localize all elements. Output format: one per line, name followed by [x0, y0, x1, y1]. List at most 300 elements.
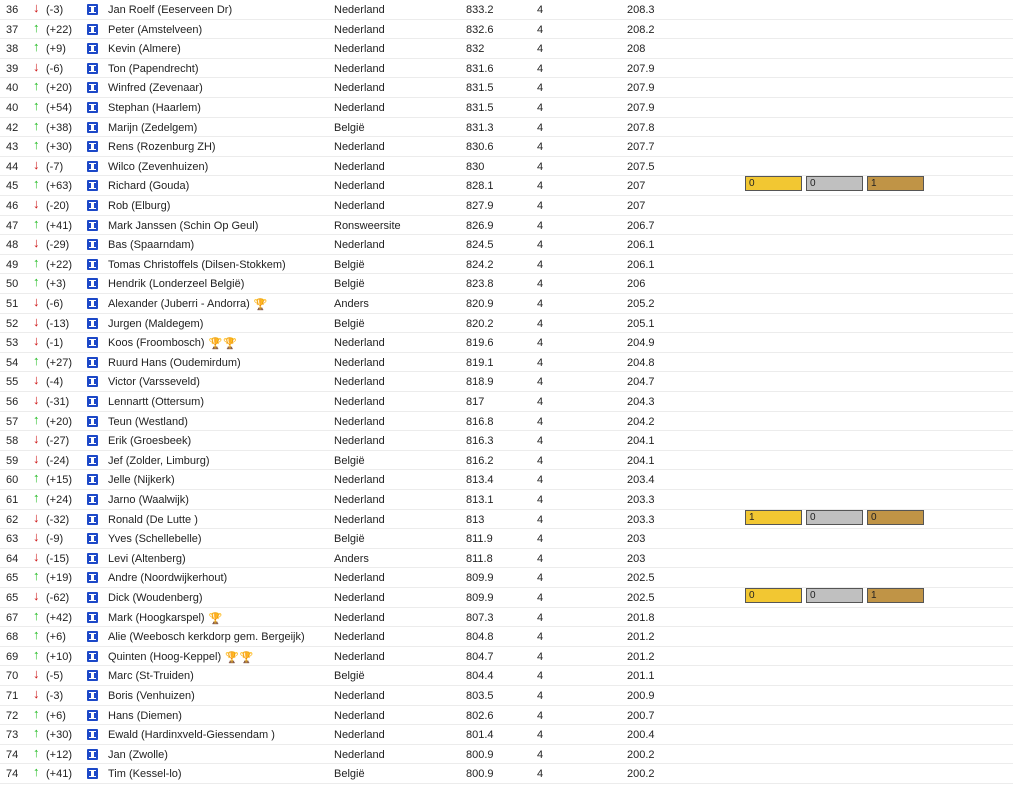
table-row [0, 372, 1013, 392]
rank-change: (-1) [46, 337, 64, 350]
country: Nederland [334, 376, 385, 389]
profile-icon[interactable] [87, 357, 98, 368]
profile-icon-glyph [91, 262, 94, 267]
table-row [0, 412, 1013, 432]
rank-change: (-4) [46, 376, 64, 389]
rounds-played: 4 [537, 219, 544, 232]
average-score: 208 [627, 43, 646, 56]
player-name-cell[interactable] [108, 81, 203, 95]
table-row [0, 137, 1013, 157]
country: België [334, 454, 365, 467]
rank-position: 58 [6, 435, 19, 448]
player-name-cell[interactable] [108, 238, 194, 252]
player-name-cell[interactable] [108, 493, 189, 507]
player-name[interactable]: Alie (Weebosch kerkdorp gem. Bergeijk) [108, 631, 305, 644]
rank-position: 61 [6, 494, 19, 506]
average-score: 206.7 [627, 219, 655, 232]
player-name[interactable]: Jurgen (Maldegem) [108, 317, 204, 330]
total-score: 811.8 [466, 552, 493, 565]
player-name[interactable]: Stephan (Haarlem) [108, 102, 201, 114]
average-score: 204.8 [627, 356, 655, 369]
player-name-cell[interactable] [108, 473, 175, 487]
total-score: 831.5 [466, 82, 494, 95]
average-score: 205.2 [627, 298, 655, 310]
table-row [0, 118, 1013, 138]
rounds-played: 4 [537, 690, 544, 702]
trophy-group [209, 337, 238, 351]
total-score: 816.3 [466, 435, 494, 448]
player-name[interactable]: Peter (Amstelveen) [108, 23, 203, 36]
profile-icon[interactable] [87, 63, 98, 74]
player-name[interactable]: Boris (Venhuizen) [108, 690, 195, 702]
average-score: 204.2 [627, 415, 655, 428]
player-name[interactable]: Wilco (Zevenhuizen) [108, 160, 209, 173]
country: Anders [334, 298, 369, 310]
profile-icon[interactable] [87, 494, 98, 505]
player-name-cell[interactable] [108, 591, 203, 605]
profile-icon[interactable] [87, 24, 98, 35]
profile-icon[interactable] [87, 514, 98, 525]
arrow-down-icon: ↓ [33, 392, 40, 407]
country: België [334, 121, 365, 134]
profile-icon-glyph [91, 595, 94, 600]
rank-change: (-15) [46, 552, 70, 565]
profile-icon-glyph [91, 164, 94, 169]
profile-icon[interactable] [87, 278, 98, 289]
profile-icon[interactable] [87, 455, 98, 466]
total-score: 816.8 [466, 415, 494, 428]
player-name[interactable]: Hans (Diemen) [108, 709, 182, 722]
total-score: 800.9 [466, 768, 494, 781]
rank-position: 53 [6, 337, 19, 350]
rank-change: (-27) [46, 435, 70, 448]
average-score: 201.8 [627, 611, 655, 624]
player-name-cell[interactable] [108, 395, 204, 409]
rank-change: (-6) [46, 62, 64, 75]
arrow-down-icon: ↓ [33, 313, 40, 329]
table-row [0, 510, 1013, 530]
rank-position: 68 [6, 631, 19, 644]
country: Nederland [334, 396, 385, 408]
player-name-cell[interactable] [108, 42, 181, 56]
average-score: 203.3 [627, 513, 655, 526]
rank-position: 38 [6, 43, 19, 56]
country: Nederland [334, 611, 385, 624]
profile-icon[interactable] [87, 670, 98, 681]
country: België [334, 258, 365, 271]
arrow-up-icon: ↑ [33, 176, 40, 192]
country: Ronsweersite [334, 219, 401, 232]
player-name-cell[interactable] [108, 669, 194, 683]
player-name[interactable]: Teun (Westland) [108, 415, 188, 428]
rank-position: 70 [6, 670, 19, 683]
profile-icon[interactable] [87, 729, 98, 740]
player-name-cell[interactable] [108, 219, 258, 233]
profile-icon-glyph [91, 242, 94, 247]
player-name[interactable]: Richard (Gouda) [108, 180, 190, 193]
profile-icon[interactable] [87, 180, 98, 191]
rank-position: 36 [6, 4, 19, 16]
arrow-down-icon: ↓ [33, 235, 40, 251]
total-score: 816.2 [466, 454, 494, 467]
player-name[interactable]: Erik (Groesbeek) [108, 435, 192, 448]
arrow-up-icon: ↑ [33, 215, 40, 231]
player-name[interactable]: Ruurd Hans (Oudemirdum) [108, 356, 241, 369]
player-name-cell[interactable] [108, 3, 232, 17]
rank-change: (-6) [46, 298, 64, 310]
arrow-down-icon: ↓ [33, 0, 40, 15]
medal-silver-count: 0 [806, 510, 863, 525]
table-row [0, 333, 1013, 353]
average-score: 206 [627, 278, 646, 291]
profile-icon[interactable] [87, 200, 98, 211]
profile-icon-glyph [91, 752, 94, 757]
rounds-played: 4 [537, 102, 544, 114]
rank-position: 50 [6, 278, 19, 291]
average-score: 200.2 [627, 748, 655, 761]
total-score: 823.8 [466, 278, 494, 291]
player-name[interactable]: Yves (Schellebelle) [108, 533, 202, 546]
rank-position: 67 [6, 611, 19, 624]
player-name-cell[interactable] [108, 434, 191, 448]
player-name-cell[interactable] [108, 179, 189, 193]
rank-position: 69 [6, 650, 19, 663]
rounds-played: 4 [537, 494, 544, 506]
profile-icon[interactable] [87, 122, 98, 133]
total-score: 820.9 [466, 298, 494, 310]
player-name-cell[interactable] [108, 552, 186, 566]
rank-position: 71 [6, 690, 19, 702]
medal-gold-count: 0 [745, 588, 802, 603]
player-name-cell[interactable] [108, 709, 182, 723]
player-name[interactable]: Jan Roelf (Eeserveen Dr) [108, 4, 233, 16]
profile-icon[interactable] [87, 102, 98, 113]
rank-change: (+41) [46, 768, 72, 781]
rank-change: (+20) [46, 415, 72, 428]
arrow-up-icon: ↑ [33, 764, 40, 780]
profile-icon-glyph [91, 477, 94, 482]
player-name[interactable]: Jan (Zwolle) [108, 748, 168, 761]
player-name[interactable]: Dick (Woudenberg) [108, 592, 203, 604]
profile-icon[interactable] [87, 768, 98, 779]
table-row [0, 176, 1013, 196]
arrow-up-icon: ↑ [33, 627, 40, 643]
profile-icon[interactable] [87, 220, 98, 231]
country: Nederland [334, 709, 385, 722]
rank-change: (-29) [46, 239, 70, 252]
average-score: 204.3 [627, 396, 655, 408]
total-score: 831.6 [466, 62, 494, 75]
profile-icon-glyph [91, 360, 94, 365]
player-name-cell[interactable] [108, 767, 182, 781]
profile-icon-glyph [91, 144, 94, 149]
rank-change: (+19) [46, 572, 72, 585]
profile-icon[interactable] [87, 749, 98, 760]
total-score: 802.6 [466, 709, 494, 722]
player-name[interactable]: Koos (Froombosch) [108, 337, 205, 350]
rank-change: (-13) [46, 317, 70, 330]
total-score: 804.8 [466, 631, 494, 644]
total-score: 830 [466, 160, 485, 173]
profile-icon[interactable] [87, 259, 98, 270]
profile-icon[interactable] [87, 553, 98, 564]
rounds-played: 4 [537, 376, 544, 389]
rank-position: 45 [6, 180, 19, 193]
player-name-cell[interactable] [108, 454, 209, 468]
country: Nederland [334, 572, 385, 585]
player-name[interactable]: Ronald (De Lutte ) [108, 513, 198, 526]
rank-change: (-31) [46, 396, 70, 408]
medal-bronze-count: 0 [867, 510, 924, 525]
player-name[interactable]: Jelle (Nijkerk) [108, 474, 175, 487]
profile-icon[interactable] [87, 533, 98, 544]
rank-change: (+20) [46, 82, 72, 95]
country: Nederland [334, 160, 385, 173]
player-name-cell[interactable] [108, 160, 208, 174]
arrow-down-icon: ↓ [33, 666, 40, 682]
trophy-group [254, 298, 269, 312]
player-name-cell[interactable] [108, 62, 199, 76]
table-row [0, 529, 1013, 549]
player-name[interactable]: Ewald (Hardinxveld-Giessendam ) [108, 729, 275, 742]
country: Nederland [334, 415, 385, 428]
profile-icon[interactable] [87, 318, 98, 329]
player-name[interactable]: Winfred (Zevenaar) [108, 82, 203, 95]
profile-icon[interactable] [87, 572, 98, 583]
rank-position: 65 [6, 592, 19, 604]
player-name[interactable]: Ton (Papendrecht) [108, 62, 199, 75]
profile-icon-glyph [91, 517, 94, 522]
country: Nederland [334, 435, 385, 448]
profile-icon[interactable] [87, 474, 98, 485]
player-name[interactable]: Rob (Elburg) [108, 200, 171, 212]
rounds-played: 4 [537, 650, 544, 663]
total-score: 801.4 [466, 729, 494, 742]
profile-icon-glyph [91, 771, 94, 776]
arrow-up-icon: ↑ [33, 19, 40, 35]
table-row [0, 20, 1013, 40]
table-row [0, 764, 1013, 784]
table-row [0, 157, 1013, 177]
player-name[interactable]: Mark Janssen (Schin Op Geul) [108, 219, 259, 232]
profile-icon[interactable] [87, 396, 98, 407]
rank-change: (-3) [46, 4, 64, 16]
profile-icon-glyph [91, 379, 94, 384]
total-score: 831.3 [466, 121, 494, 134]
player-name[interactable]: Mark (Hoogkarspel) [108, 611, 205, 624]
player-name-cell[interactable] [108, 748, 168, 762]
average-score: 201.2 [627, 631, 655, 644]
rounds-played: 4 [537, 709, 544, 722]
profile-icon[interactable] [87, 4, 98, 15]
player-name-cell[interactable] [108, 317, 203, 331]
table-row [0, 0, 1013, 20]
player-name[interactable]: Tomas Christoffels (Dilsen-Stokkem) [108, 258, 286, 271]
average-score: 203 [627, 552, 646, 565]
player-name[interactable]: Jarno (Waalwijk) [108, 494, 189, 506]
medal-gold-count: 1 [745, 510, 802, 525]
medal-silver-count: 0 [806, 588, 863, 603]
total-score: 828.1 [466, 180, 494, 193]
average-score: 202.5 [627, 592, 655, 604]
player-name[interactable]: Quinten (Hoog-Keppel) [108, 650, 222, 663]
table-row [0, 196, 1013, 216]
profile-icon[interactable] [87, 141, 98, 152]
player-name-cell[interactable] [108, 23, 202, 37]
player-name-cell[interactable] [108, 101, 201, 115]
player-name[interactable]: Tim (Kessel-lo) [108, 768, 182, 781]
profile-icon[interactable] [87, 690, 98, 701]
average-score: 205.1 [627, 317, 655, 330]
rank-change: (+22) [46, 23, 72, 36]
rounds-played: 4 [537, 239, 544, 252]
rank-change: (+30) [46, 141, 72, 154]
player-name-cell[interactable] [108, 258, 286, 272]
average-score: 200.9 [627, 690, 655, 702]
rank-change: (+24) [46, 494, 72, 506]
profile-icon[interactable] [87, 376, 98, 387]
rounds-played: 4 [537, 82, 544, 95]
player-name[interactable]: Bas (Spaarndam) [108, 239, 195, 252]
player-name-cell[interactable] [108, 630, 305, 644]
player-name[interactable]: Marc (St-Truiden) [108, 670, 194, 683]
profile-icon[interactable] [87, 82, 98, 93]
arrow-up-icon: ↑ [33, 411, 40, 427]
rank-position: 60 [6, 474, 19, 487]
player-name[interactable]: Jef (Zolder, Limburg) [108, 454, 210, 467]
player-name-cell[interactable] [108, 121, 197, 135]
profile-icon[interactable] [87, 612, 98, 623]
rounds-played: 4 [537, 670, 544, 683]
rank-change: (+6) [46, 631, 66, 644]
profile-icon[interactable] [87, 239, 98, 250]
player-name[interactable]: Alexander (Juberri - Andorra) [108, 298, 250, 310]
trophy-bronze-icon: 🏆 [239, 651, 254, 664]
table-row [0, 686, 1013, 706]
profile-icon[interactable] [87, 592, 98, 603]
player-name[interactable]: Victor (Varsseveld) [108, 376, 200, 389]
rank-change: (+12) [46, 748, 72, 761]
country: België [334, 278, 365, 291]
total-score: 809.9 [466, 592, 494, 604]
player-name-cell[interactable] [108, 356, 241, 370]
profile-icon[interactable] [87, 161, 98, 172]
rank-position: 72 [6, 709, 19, 722]
total-score: 824.2 [466, 258, 494, 271]
table-row [0, 353, 1013, 373]
player-name-cell[interactable] [108, 571, 227, 585]
rounds-played: 4 [537, 317, 544, 330]
country: België [334, 670, 365, 683]
player-name-cell[interactable] [108, 513, 198, 527]
profile-icon-glyph [91, 713, 94, 718]
player-name-cell[interactable] [108, 297, 269, 312]
profile-icon[interactable] [87, 337, 98, 348]
profile-icon[interactable] [87, 43, 98, 54]
total-score: 804.7 [466, 650, 494, 663]
rounds-played: 4 [537, 43, 544, 56]
player-name-cell[interactable] [108, 277, 244, 291]
player-name[interactable]: Levi (Altenberg) [108, 552, 186, 565]
total-score: 820.2 [466, 317, 494, 330]
total-score: 803.5 [466, 690, 494, 702]
profile-icon[interactable] [87, 435, 98, 446]
profile-icon-glyph [91, 673, 94, 678]
profile-icon[interactable] [87, 651, 98, 662]
total-score: 819.6 [466, 337, 494, 350]
rounds-played: 4 [537, 200, 544, 212]
rank-position: 56 [6, 396, 19, 408]
table-row [0, 59, 1013, 79]
profile-icon[interactable] [87, 298, 98, 309]
player-name[interactable]: Marijn (Zedelgem) [108, 121, 198, 134]
profile-icon[interactable] [87, 710, 98, 721]
rounds-played: 4 [537, 513, 544, 526]
player-name-cell[interactable] [108, 611, 223, 626]
rounds-played: 4 [537, 415, 544, 428]
country: Nederland [334, 4, 385, 16]
arrow-up-icon: ↑ [33, 98, 40, 113]
table-row [0, 568, 1013, 588]
player-name[interactable]: Andre (Noordwijkerhout) [108, 572, 228, 585]
total-score: 830.6 [466, 141, 494, 154]
profile-icon-glyph [91, 183, 94, 188]
average-score: 207.9 [627, 62, 655, 75]
arrow-up-icon: ↑ [33, 254, 40, 270]
profile-icon-glyph [91, 66, 94, 71]
player-name[interactable]: Rens (Rozenburg ZH) [108, 141, 216, 154]
arrow-down-icon: ↓ [33, 431, 40, 447]
rounds-played: 4 [537, 62, 544, 75]
country: Anders [334, 552, 369, 565]
player-name[interactable]: Kevin (Almere) [108, 43, 181, 56]
profile-icon[interactable] [87, 631, 98, 642]
rank-change: (+6) [46, 709, 66, 722]
player-name-cell[interactable] [108, 532, 202, 546]
total-score: 826.9 [466, 219, 494, 232]
profile-icon-glyph [91, 85, 94, 90]
rounds-played: 4 [537, 356, 544, 369]
total-score: 824.5 [466, 239, 494, 252]
arrow-down-icon: ↓ [33, 509, 40, 525]
rank-change: (+41) [46, 219, 72, 232]
country: Nederland [334, 337, 385, 350]
arrow-down-icon: ↓ [33, 294, 40, 309]
player-name[interactable]: Hendrik (Londerzeel België) [108, 278, 245, 291]
profile-icon[interactable] [87, 416, 98, 427]
player-name[interactable]: Lennartt (Ottersum) [108, 396, 204, 408]
player-name-cell[interactable] [108, 415, 188, 429]
trophy-silver-icon: 🏆 [208, 612, 223, 625]
player-name-cell[interactable] [108, 140, 216, 154]
player-name-cell[interactable] [108, 689, 195, 703]
player-name-cell[interactable] [108, 728, 275, 742]
rank-position: 54 [6, 356, 19, 369]
player-name-cell[interactable] [108, 336, 238, 351]
table-row [0, 39, 1013, 59]
arrow-up-icon: ↑ [33, 470, 40, 486]
rank-change: (+15) [46, 474, 72, 487]
player-name-cell[interactable] [108, 199, 170, 213]
player-name-cell[interactable] [108, 650, 255, 665]
average-score: 208.2 [627, 23, 655, 36]
rounds-played: 4 [537, 278, 544, 291]
rank-change: (-32) [46, 513, 70, 526]
player-name-cell[interactable] [108, 375, 200, 389]
average-score: 207.9 [627, 102, 655, 114]
country: Nederland [334, 200, 385, 212]
country: Nederland [334, 82, 385, 95]
